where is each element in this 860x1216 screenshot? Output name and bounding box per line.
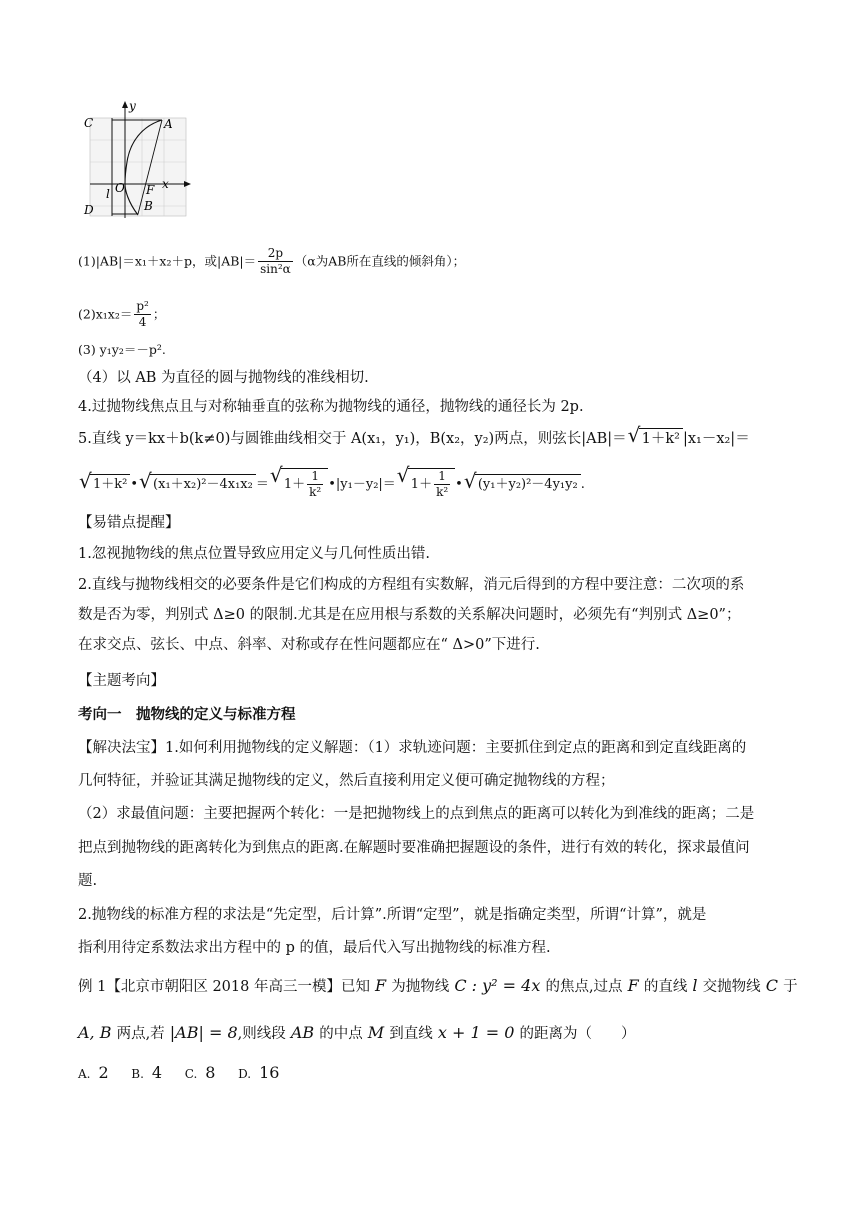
math-ab: AB — [285, 1023, 320, 1042]
fraction-numerator: 1 — [434, 469, 450, 485]
property-1-prefix: (1) — [78, 253, 96, 269]
option-value: 4 — [151, 1063, 163, 1082]
equals: ＝ — [255, 477, 269, 492]
sqrt-1-plus-k2-b — [80, 474, 130, 495]
method-1-line-1: 【解决法宝】1.如何利用抛物线的定义解题：（1）求轨迹问题：主要抓住到定点的距离和到定直线距离的 — [78, 740, 747, 756]
example-text: 到直线 — [389, 1026, 433, 1042]
example-line-2 — [78, 1023, 636, 1044]
method-1-line-2: 几何特征，并验证其满足抛物线的定义，然后直接利用定义便可确定抛物线的方程； — [78, 773, 615, 789]
fraction-denominator: k² — [436, 485, 449, 499]
property-1-suffix: （α为AB所在直线的倾斜角）； — [294, 253, 466, 269]
property-2-suffix: ； — [152, 306, 166, 322]
item-5-text: 5.直线 y＝kx＋b(k≠0)与圆锥曲线相交于 A(x₁，y₁)，B(x₂，y₂)两点，则弦长|AB|＝ — [78, 431, 627, 447]
errors-heading: 【易错点提醒】 — [78, 515, 180, 531]
method-2-line-1: （2）求最值问题：主要把握两个转化：一是把抛物线上的点到焦点的距离可以转化为到准线的距离；二是 — [78, 806, 755, 822]
property-2 — [78, 299, 165, 330]
method-3-line-2: 指利用待定系数法求出方程中的 p 的值，最后代入写出抛物线的标准方程. — [78, 940, 551, 956]
y-axis-arrow-icon — [122, 101, 128, 108]
radicand-prefix: 1＋ — [410, 477, 433, 492]
label-l: l — [106, 187, 110, 201]
property-4: （4）以 AB 为直径的圆与抛物线的准线相切. — [78, 370, 369, 386]
math-m: M — [362, 1023, 390, 1042]
example-text: ,则线段 — [237, 1026, 286, 1042]
label-f: F — [146, 183, 155, 197]
property-1 — [78, 246, 465, 277]
sqrt-x-sum — [140, 474, 256, 495]
label-c: C — [84, 116, 94, 130]
property-1-fraction — [258, 246, 293, 277]
fraction-denominator: k² — [309, 485, 322, 499]
figure-frame — [90, 118, 186, 216]
property-2-lhs: x₁x₂＝ — [95, 306, 133, 322]
example-source: 例 1【北京市朝阳区 2018 年高三一模】已知 — [78, 979, 370, 995]
fraction-denominator: 4 — [138, 315, 147, 329]
radicand-prefix: 1＋ — [283, 477, 306, 492]
item-5-tail: |x₁－x₂|＝ — [682, 431, 750, 447]
example-text: 的中点 — [319, 1026, 363, 1042]
radicand: (y₁＋y₂)²－4y₁y₂ — [475, 474, 581, 495]
math-c: C — [760, 976, 784, 995]
example-text: 的焦点,过点 — [545, 979, 623, 995]
example-text: 交抛物线 — [702, 979, 761, 995]
property-3: (3) y₁y₂＝－p². — [78, 342, 166, 357]
label-a: A — [164, 117, 173, 131]
sqrt-1-plus-inv-k2-b — [398, 468, 455, 500]
abs-y-diff: •|y₁－y₂|＝ — [328, 477, 396, 492]
example-text: 于 — [783, 979, 798, 995]
inv-k2-fraction — [307, 469, 323, 500]
fraction-numerator: 2p — [258, 246, 293, 262]
fraction-numerator: 1 — [307, 469, 323, 485]
parabola-figure — [82, 100, 192, 222]
example-text: 的距离为（ ） — [519, 1026, 636, 1042]
math-f: F — [369, 976, 392, 995]
inv-k2-fraction-b — [434, 469, 450, 500]
example-text: 两点,若 — [116, 1026, 165, 1042]
option-a[interactable] — [78, 1063, 109, 1084]
property-2-prefix: (2) — [78, 306, 96, 322]
label-b: B — [144, 199, 153, 213]
property-2-fraction — [134, 299, 151, 330]
math-parabola-equation: C : y² = 4x — [449, 976, 546, 995]
radicand: 1＋k² — [639, 428, 683, 449]
error-2-line-2: 数是否为零，判别式 Δ≥0 的限制.尤其是在应用根与系数的关系解决问题时，必须先有“判别式 Δ≥0”； — [78, 607, 741, 623]
example-text: 的直线 — [643, 979, 688, 995]
option-label: A. — [78, 1067, 91, 1081]
property-1-text: |AB|＝x₁＋x₂＋p，或|AB|＝ — [95, 253, 257, 269]
dot: • — [130, 477, 139, 492]
option-label: D. — [238, 1067, 252, 1081]
option-c[interactable] — [185, 1063, 216, 1084]
math-f: F — [622, 976, 644, 995]
sqrt-y-sum — [465, 474, 581, 495]
math-a-b: A, B — [78, 1023, 117, 1042]
example-line-1 — [78, 976, 798, 997]
label-d: D — [84, 203, 94, 217]
option-label: B. — [131, 1067, 144, 1081]
item-5-line-1 — [78, 428, 750, 449]
error-1: 1.忽视抛物线的焦点位置导致应用定义与几何性质出错. — [78, 546, 430, 562]
option-value: 2 — [98, 1063, 109, 1082]
math-ab-length: |AB| = 8 — [164, 1023, 238, 1042]
label-x: x — [162, 177, 169, 191]
fraction-numerator: p² — [136, 299, 149, 313]
option-d[interactable] — [238, 1063, 279, 1084]
option-value: 16 — [259, 1063, 280, 1082]
item-5-line-2 — [78, 468, 585, 500]
example-text: 为抛物线 — [391, 979, 450, 995]
math-line-equation: x + 1 = 0 — [432, 1023, 520, 1042]
radicand — [281, 468, 328, 500]
radicand: 1＋k² — [90, 474, 130, 495]
error-2-line-3: 在求交点、弦长、中点、斜率、对称或存在性问题都应在“ Δ>0”下进行. — [78, 637, 540, 653]
answer-options — [78, 1063, 297, 1084]
item-4: 4.过抛物线焦点且与对称轴垂直的弦称为抛物线的通径，抛物线的通径长为 2p. — [78, 399, 584, 415]
sqrt-1-plus-k2 — [629, 428, 683, 449]
error-2-line-1: 2.直线与抛物线相交的必要条件是它们构成的方程组有实数解，消元后得到的方程中要注意：二次项的系 — [78, 577, 745, 593]
sqrt-1-plus-inv-k2 — [271, 468, 328, 500]
math-l: l — [687, 976, 703, 995]
topic-heading: 【主题考向】 — [78, 673, 165, 689]
method-2-line-3: 题. — [78, 873, 98, 889]
radicand: (x₁＋x₂)²－4x₁x₂ — [150, 474, 256, 495]
option-value: 8 — [205, 1063, 216, 1082]
topic-subheading: 考向一 抛物线的定义与标准方程 — [78, 706, 296, 723]
method-3-line-1: 2.抛物线的标准方程的求法是“先定型，后计算”.所谓“定型”，就是指确定类型，所谓“计算”，就是 — [78, 907, 707, 923]
label-y: y — [129, 100, 136, 113]
radicand — [408, 468, 455, 500]
option-b[interactable] — [131, 1063, 162, 1084]
label-o: O — [115, 181, 125, 195]
fraction-denominator: sin²α — [260, 262, 291, 276]
dot: • — [455, 477, 463, 492]
method-2-line-2: 把点到抛物线的距离转化为到焦点的距离.在解题时要准确把握题设的条件，进行有效的转化，探求最值问 — [78, 840, 750, 856]
x-axis-arrow-icon — [184, 181, 191, 187]
option-label: C. — [184, 1067, 198, 1081]
period: . — [580, 477, 585, 492]
